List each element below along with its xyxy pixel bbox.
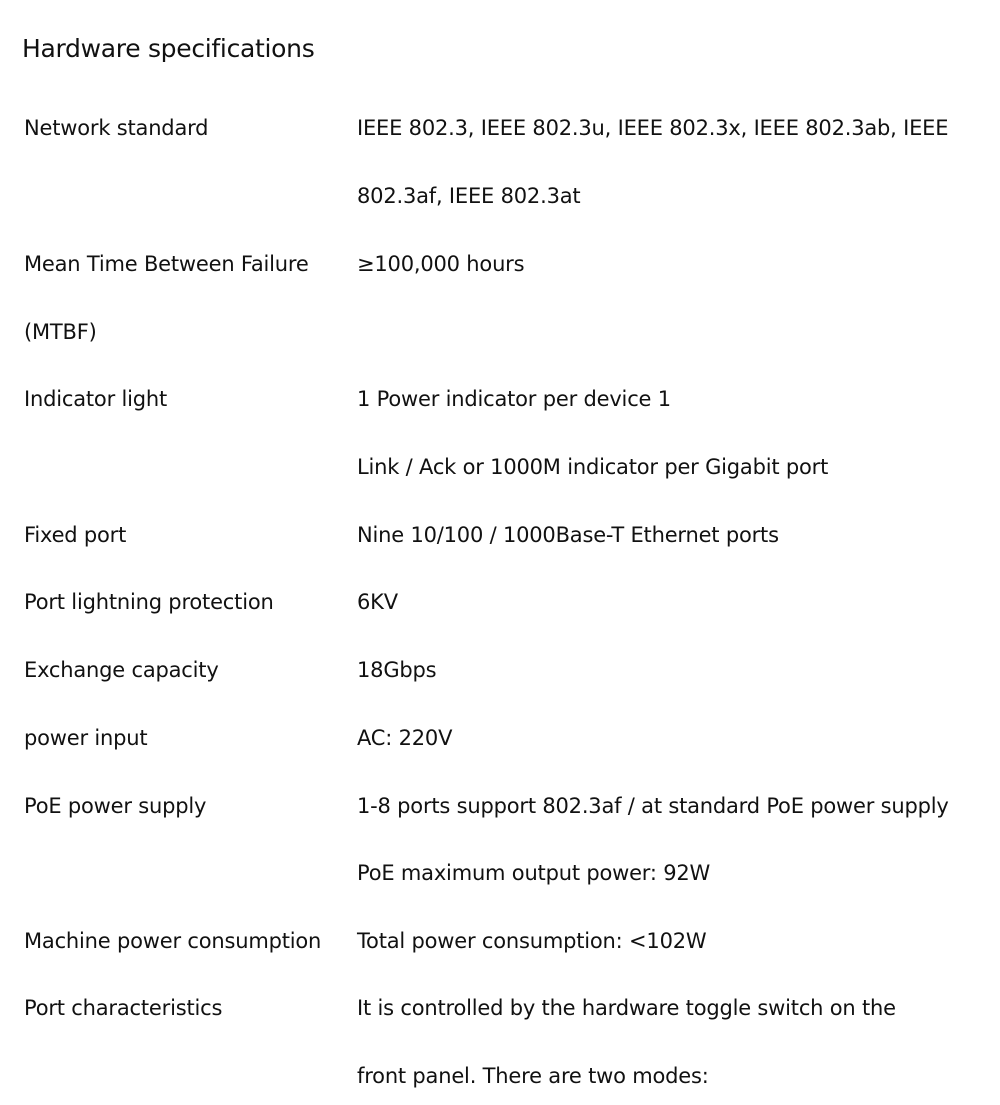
spec-value-indicator-light-cont: Link / Ack or 1000M indicator per Gigabit port (357, 455, 829, 479)
spec-label-power-consumption: Machine power consumption (24, 929, 322, 953)
spec-value-fixed-port: Nine 10/100 / 1000Base-T Ethernet ports (357, 523, 779, 547)
spec-label-port-characteristics: Port characteristics (24, 996, 223, 1020)
spec-value-power-consumption: Total power consumption: <102W (357, 929, 707, 953)
spec-value-lightning-protection: 6KV (357, 590, 398, 614)
spec-value-network-standard: IEEE 802.3, IEEE 802.3u, IEEE 802.3x, IEEE 802.3ab, IEEE (357, 116, 949, 140)
spec-value-mtbf: ≥100,000 hours (357, 252, 525, 276)
spec-value-port-characteristics-cont: front panel. There are two modes: (357, 1064, 709, 1088)
spec-label-indicator-light: Indicator light (24, 387, 168, 411)
spec-value-exchange-capacity: 18Gbps (357, 658, 437, 682)
spec-value-poe-power-supply-cont: PoE maximum output power: 92W (357, 861, 711, 885)
spec-label-mtbf: Mean Time Between Failure (24, 252, 309, 276)
spec-value-indicator-light: 1 Power indicator per device 1 (357, 387, 671, 411)
spec-label-mtbf-cont: (MTBF) (24, 320, 97, 344)
spec-value-power-input: AC: 220V (357, 726, 453, 750)
spec-value-port-characteristics: It is controlled by the hardware toggle switch on the (357, 996, 896, 1020)
spec-label-lightning-protection: Port lightning protection (24, 590, 274, 614)
spec-label-power-input: power input (24, 726, 148, 750)
spec-label-network-standard: Network standard (24, 116, 209, 140)
spec-label-poe-power-supply: PoE power supply (24, 794, 207, 818)
spec-label-exchange-capacity: Exchange capacity (24, 658, 219, 682)
page-title: Hardware specifications (22, 34, 315, 63)
spec-value-poe-power-supply: 1-8 ports support 802.3af / at standard PoE power supply (357, 794, 949, 818)
spec-value-network-standard-cont: 802.3af, IEEE 802.3at (357, 184, 581, 208)
spec-label-fixed-port: Fixed port (24, 523, 127, 547)
